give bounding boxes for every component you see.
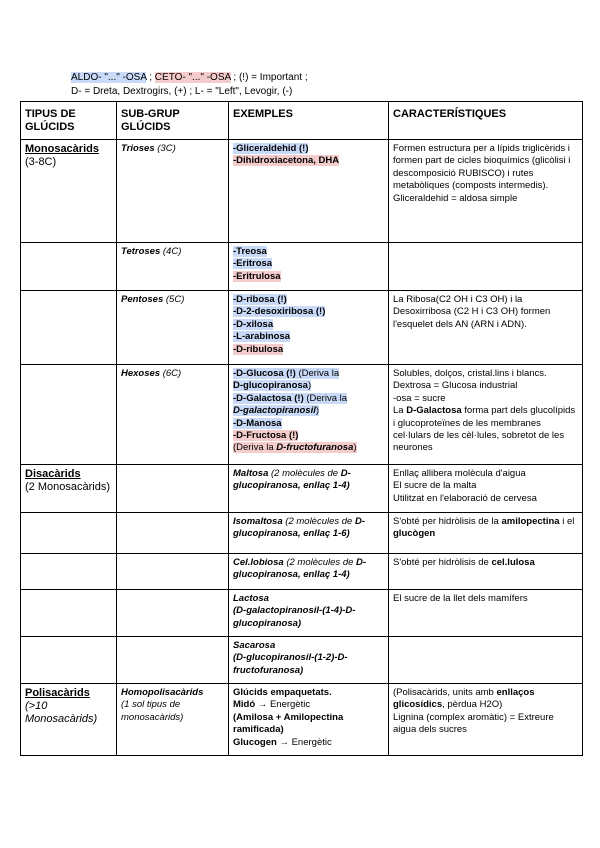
- table-row: [21, 637, 583, 684]
- tetroses-label: Tetroses: [121, 246, 161, 257]
- example-dha: -Dihidroxiacetona, DHA: [233, 155, 340, 167]
- celobiosa-b: D-glucopiranosa: [233, 557, 367, 581]
- table-row: [21, 243, 583, 291]
- celobiosa-c: , enllaç 1-4): [297, 569, 350, 581]
- fructosa-note-end: ): [353, 442, 357, 454]
- caracteristiques-cell: [389, 465, 583, 513]
- example-desoxiribosa: -D-2-desoxiribosa (!): [233, 306, 326, 318]
- glucids-empaquetats: Glúcids empaquetats.: [233, 687, 332, 698]
- legend-sep: ;: [146, 72, 155, 83]
- maltosa-desc-3: Utilitzat en l'elaboració de cervesa: [393, 492, 537, 504]
- tipus-cell: [21, 465, 117, 513]
- subgrup-cell: [117, 243, 229, 291]
- maltosa-desc-2: El sucre de la malta: [393, 480, 477, 492]
- trioses-desc: Formen estructura per a lípids triglicèrids i formen part de cicles bioquímics (glicòlisi i descomposició RUBISCO) i rutes metabòliques (composts intermedis).: [393, 143, 571, 192]
- example-gliceraldehid: -Gliceraldehid (!): [233, 143, 309, 154]
- example-d-galactosa: -D-Galactosa (!): [233, 392, 304, 404]
- galactosa-note-end: ): [315, 405, 320, 417]
- amilosa-amilopectina: (Amilosa + Amilopectina ramificada): [233, 711, 344, 736]
- sacarosa-label: Sacarosa: [233, 640, 276, 651]
- isomaltosa-desc-1: S'obté per hidròlisis de la: [393, 516, 502, 527]
- subgrup-cell: [117, 140, 229, 243]
- maltosa-desc-1: Enllaç allibera molècula d'aigua: [393, 468, 526, 479]
- tetroses-c: (4C): [162, 246, 182, 257]
- legend-line-2: D- = Dreta, Dextrogirs, (+) ; L- = "Left", Levogir, (-): [71, 86, 293, 97]
- example-d-ribulosa: -D-ribulosa: [233, 343, 284, 355]
- tipus-cell: [21, 365, 117, 465]
- header-tipus: TIPUS DE GLÚCIDS: [21, 102, 117, 140]
- disacarids-sub: (2 Monosacàrids): [25, 481, 110, 493]
- hexoses-desc-3: -osa = sucre: [393, 392, 446, 404]
- example-d-xilosa: -D-xilosa: [233, 318, 274, 330]
- hexoses-desc-4: [393, 405, 578, 455]
- example-l-arabinosa: -L-arabinosa: [233, 331, 291, 343]
- tipus-cell: [21, 243, 117, 291]
- disacarids-label: Disacàrids: [25, 468, 81, 480]
- sacarosa-formula: (D-glucopiranosil-(1-2)-D-fructofuranosa): [233, 652, 348, 676]
- caracteristiques-cell: [389, 513, 583, 554]
- isomaltosa-label: Isomaltosa: [233, 516, 283, 527]
- table-row: [21, 513, 583, 554]
- tipus-cell: [21, 590, 117, 637]
- poli-desc-1a: (Polisacàrids, units amb: [393, 687, 497, 698]
- galactopiranosil: D-galactopiranosil: [233, 405, 316, 417]
- trioses-desc-2: Gliceraldehid = aldosa simple: [393, 192, 518, 204]
- hexoses-desc-4a: La: [393, 405, 407, 417]
- polisacarids-sub: (>10 Monosacàrids): [25, 700, 98, 725]
- subgrup-cell: [117, 365, 229, 465]
- maltosa-c: , enllaç 1-4): [297, 480, 350, 492]
- exemples-cell: [229, 465, 389, 513]
- subgrup-cell: [117, 590, 229, 637]
- legend-line-1: [71, 71, 308, 85]
- fructofuranosa: D-fructofuranosa: [276, 442, 354, 454]
- exemples-cell: [229, 365, 389, 465]
- fructosa-note: (Deriva la: [233, 442, 277, 454]
- aldo-legend: ALDO- "..." -OSA: [71, 72, 147, 83]
- table-row: [21, 590, 583, 637]
- exemples-cell: [229, 590, 389, 637]
- maltosa-label: Maltosa: [233, 468, 269, 479]
- header-row: [21, 102, 583, 140]
- tipus-cell: [21, 637, 117, 684]
- legend: [71, 71, 308, 99]
- maltosa-b: D-glucopiranosa: [233, 468, 351, 492]
- hexoses-label: Hexoses: [121, 368, 161, 379]
- exemples-cell: [229, 243, 389, 291]
- header-subgrup: SUB-GRUP GLÚCIDS: [117, 102, 229, 140]
- example-d-ribosa: -D-ribosa (!): [233, 294, 287, 305]
- trioses-c: (3C): [157, 143, 176, 154]
- glucosa-note: (Deriva la: [295, 368, 340, 379]
- example-eritrosa: -Eritrosa: [233, 258, 273, 270]
- header-caracteristiques: CARACTERÍSTIQUES: [389, 102, 583, 140]
- isomaltosa-desc-3: i el: [559, 516, 575, 527]
- exemples-cell: [229, 513, 389, 554]
- celobiosa-desc-2: cel.lulosa: [491, 557, 535, 568]
- poli-desc-1c: , pèrdua H2O): [442, 699, 503, 711]
- subgrup-cell: [117, 637, 229, 684]
- mido-energetic: → Energètic: [255, 699, 311, 711]
- isomaltosa-desc-4: glucògen: [393, 528, 436, 540]
- table-row: [21, 684, 583, 756]
- tipus-cell: [21, 513, 117, 554]
- lactosa-label: Lactosa: [233, 593, 269, 604]
- isomaltosa-a: (2 molècules de: [282, 516, 355, 527]
- table-row: [21, 291, 583, 365]
- exemples-cell: [229, 140, 389, 243]
- hexoses-desc-4c: forma part dels glucolípids i glucoproteïnes de les membranes cel·lulars de les cèl·lules, sobretot de les neurones: [393, 405, 576, 454]
- subgrup-cell: [117, 684, 229, 756]
- exemples-cell: [229, 684, 389, 756]
- isomaltosa-c: , enllaç 1-6): [297, 528, 350, 540]
- caracteristiques-cell: [389, 637, 583, 684]
- exemples-cell: [229, 554, 389, 590]
- hexoses-c: (6C): [162, 368, 182, 379]
- tipus-cell: [21, 140, 117, 243]
- homopolisacarids-sub: (1 sol tipus de monosacàrids): [121, 699, 184, 723]
- subgrup-cell: [117, 554, 229, 590]
- glucogen-energetic: → Energètic: [276, 736, 332, 748]
- caracteristiques-cell: [389, 365, 583, 465]
- monosacarids-label: Monosacàrids: [25, 143, 99, 155]
- tipus-cell: [21, 291, 117, 365]
- celobiosa-desc-1: S'obté per hidròlisis de: [393, 557, 492, 568]
- glucopiranosa: D-glucopiranosa: [233, 380, 308, 392]
- ceto-legend: CETO- "..." -OSA: [154, 72, 231, 83]
- pentoses-label: Pentoses: [121, 294, 164, 305]
- glucogen-label: Glucogen: [233, 736, 277, 748]
- glucosa-note-end: ): [307, 380, 312, 392]
- monosacarids-range: (3-8C): [25, 156, 57, 168]
- example-eritrulosa: -Eritrulosa: [233, 270, 281, 282]
- hexoses-desc-2: Dextrosa = Glucosa industrial: [393, 380, 518, 392]
- maltosa-a: (2 molècules de: [268, 468, 341, 479]
- tipus-cell: [21, 684, 117, 756]
- important-legend: ; (!) = Important ;: [230, 72, 308, 83]
- example-d-manosa: -D-Manosa: [233, 417, 282, 429]
- table-row: [21, 140, 583, 243]
- exemples-cell: [229, 291, 389, 365]
- mido-label: Midó: [233, 699, 256, 711]
- isomaltosa-desc-2: amilopectina: [501, 516, 560, 527]
- celobiosa-label: Cel.lobiosa: [233, 557, 284, 568]
- subgrup-cell: [117, 465, 229, 513]
- poli-desc-1b: enllaços glicosídics: [393, 687, 535, 711]
- caracteristiques-cell: [389, 590, 583, 637]
- caracteristiques-cell: [389, 140, 583, 243]
- caracteristiques-cell: [389, 291, 583, 365]
- lactosa-desc: El sucre de la llet dels mamífers: [393, 593, 528, 604]
- hexoses-desc-4b: D-Galactosa: [406, 405, 462, 417]
- exemples-cell: [229, 637, 389, 684]
- header-exemples: EXEMPLES: [229, 102, 389, 140]
- celobiosa-a: (2 molècules de: [283, 557, 357, 568]
- tipus-cell: [21, 554, 117, 590]
- pentoses-c: (5C): [165, 294, 185, 305]
- isomaltosa-b: D-glucopiranosa: [233, 516, 366, 540]
- homopolisacarids-label: Homopolisacàrids: [121, 687, 204, 698]
- table-row: [21, 365, 583, 465]
- caracteristiques-cell: [389, 243, 583, 291]
- galactosa-note: (Deriva la: [303, 392, 348, 404]
- caracteristiques-cell: [389, 684, 583, 756]
- trioses-label: Trioses: [121, 143, 155, 154]
- pentoses-desc: La Ribosa(C2 OH i C3 OH) i la Desoxirribosa (C2 H i C3 OH) formen l'esquelet dels AN (ARN i ADN).: [393, 294, 551, 330]
- subgrup-cell: [117, 513, 229, 554]
- table-row: [21, 554, 583, 590]
- lactosa-formula: (D-galactopiranosil-(1-4)-D-glucopiranosa): [233, 605, 356, 629]
- subgrup-cell: [117, 291, 229, 365]
- table-row: [21, 465, 583, 513]
- hexoses-desc-1: Solubles, dolços, cristal.lins i blancs.: [393, 368, 547, 379]
- poli-desc-2: Lignina (complex aromàtic) = Extreure aigua dels sucres: [393, 711, 554, 736]
- example-d-glucosa: -D-Glucosa (!): [233, 368, 296, 379]
- example-d-fructosa: -D-Fructosa (!): [233, 430, 299, 442]
- glucids-table: [20, 101, 583, 756]
- caracteristiques-cell: [389, 554, 583, 590]
- polisacarids-label: Polisacàrids: [25, 687, 90, 699]
- example-treosa: -Treosa: [233, 246, 267, 257]
